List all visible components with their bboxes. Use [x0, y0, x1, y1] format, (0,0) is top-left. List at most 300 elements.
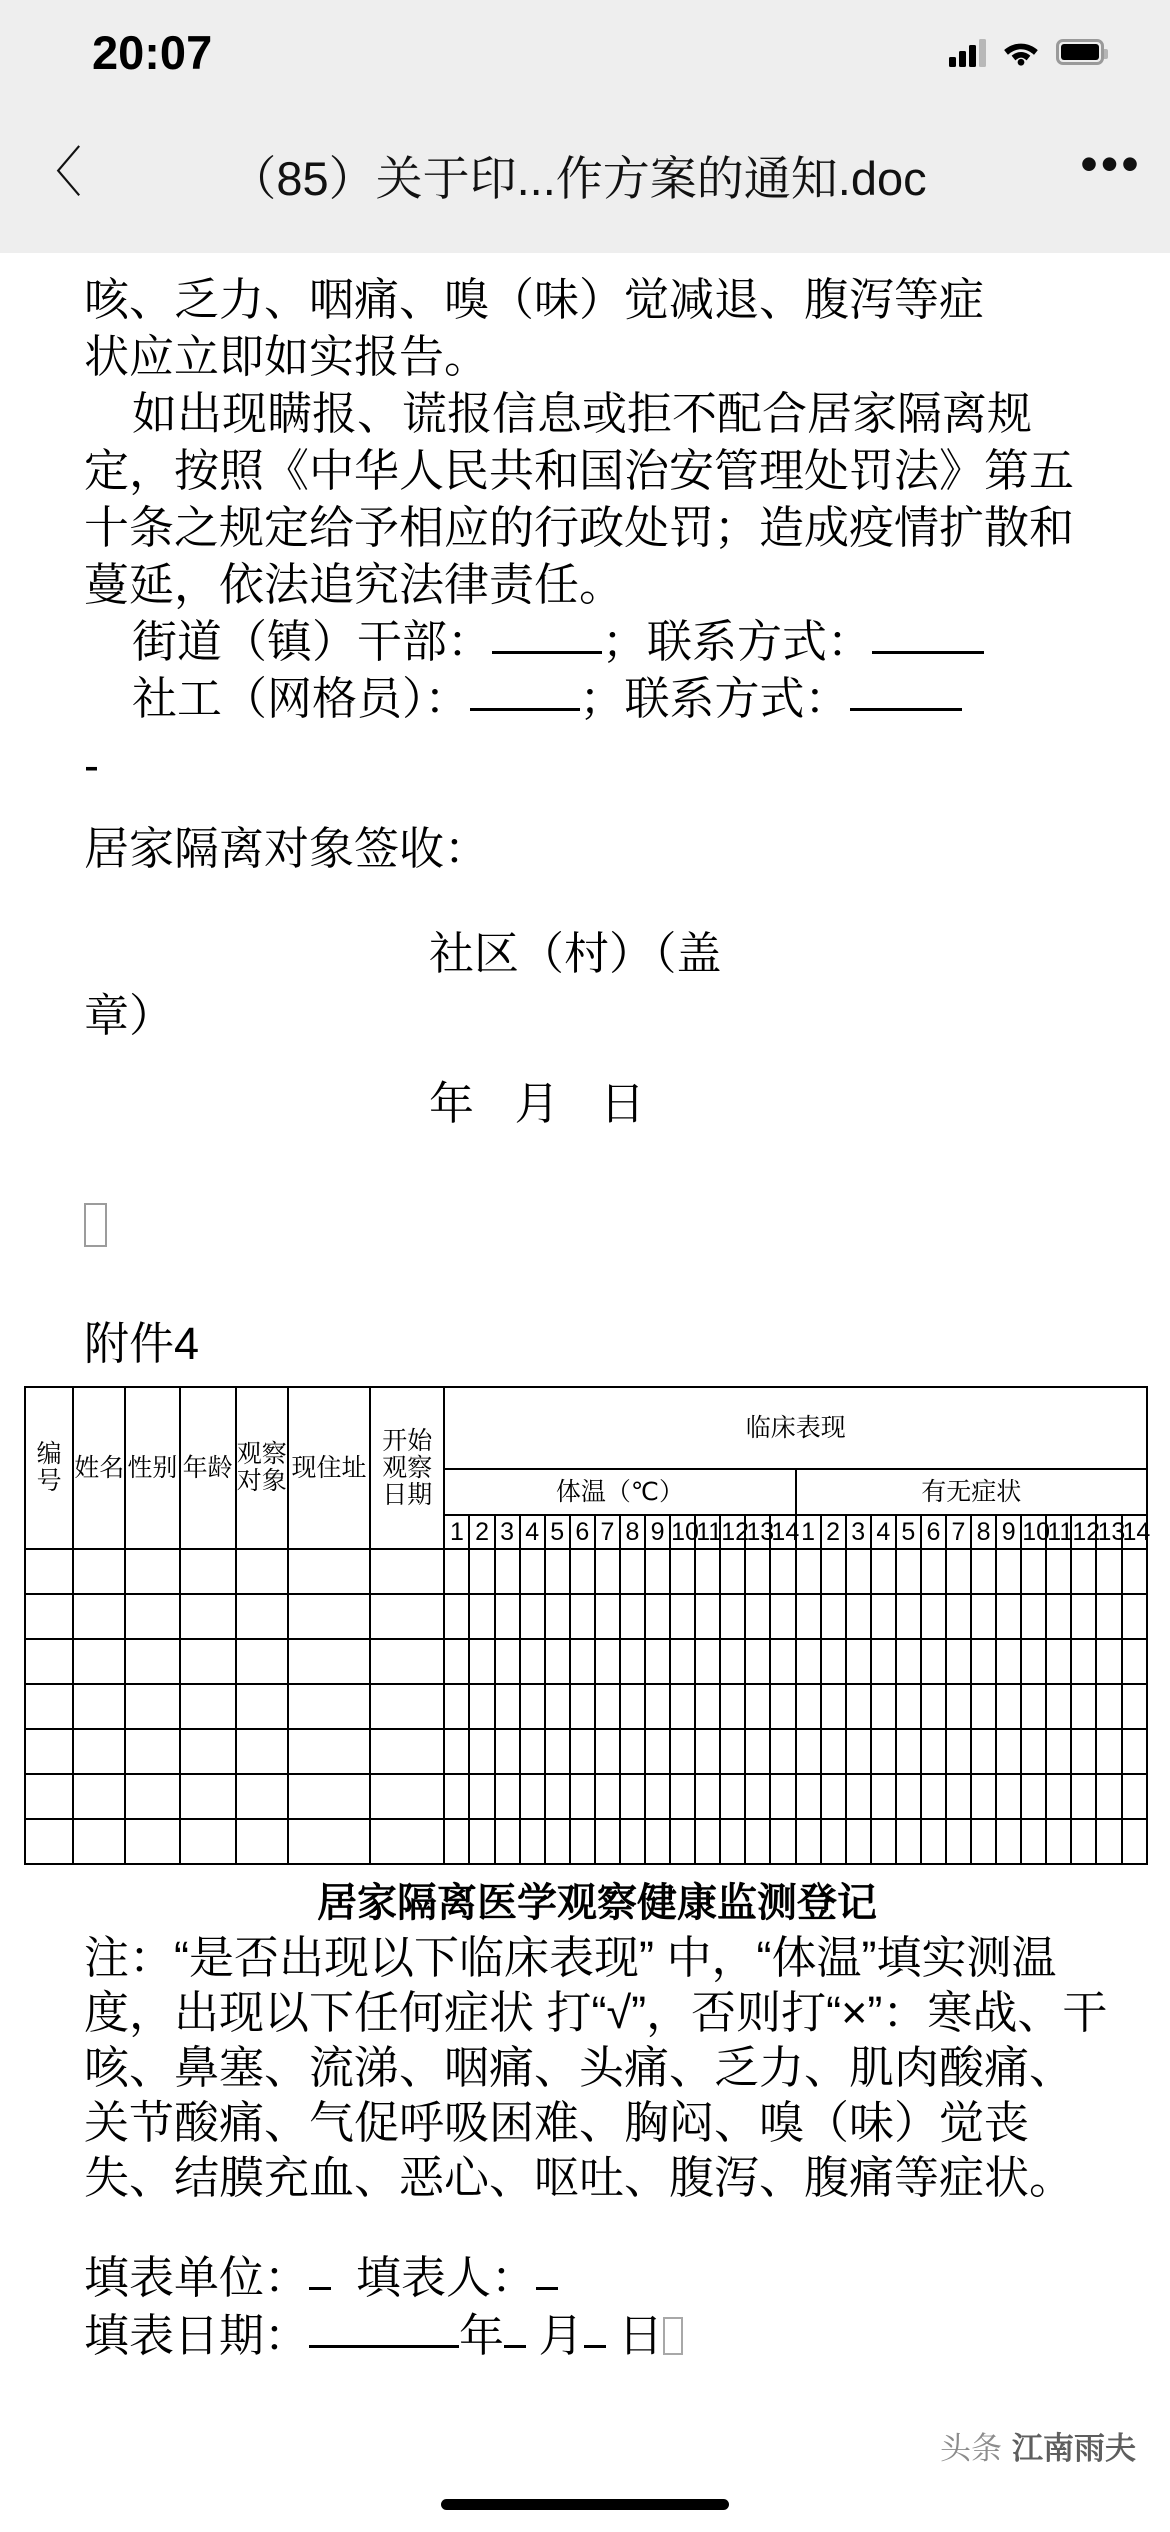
- table-cell[interactable]: [1096, 1549, 1121, 1594]
- more-options-icon[interactable]: •••: [1080, 136, 1142, 192]
- table-cell[interactable]: [1071, 1594, 1096, 1639]
- table-cell[interactable]: [796, 1639, 821, 1684]
- table-cell[interactable]: [770, 1774, 795, 1819]
- table-cell[interactable]: [1021, 1729, 1046, 1774]
- table-cell[interactable]: [1096, 1684, 1121, 1729]
- table-cell[interactable]: [996, 1819, 1021, 1864]
- table-cell[interactable]: [695, 1639, 720, 1684]
- table-cell[interactable]: [996, 1729, 1021, 1774]
- table-cell[interactable]: [1021, 1549, 1046, 1594]
- table-cell[interactable]: [595, 1819, 620, 1864]
- table-cell[interactable]: [595, 1549, 620, 1594]
- document-content[interactable]: [0, 253, 1170, 2443]
- table-cell[interactable]: [720, 1639, 745, 1684]
- table-cell[interactable]: [645, 1729, 670, 1774]
- table-cell[interactable]: [946, 1549, 971, 1594]
- table-cell[interactable]: [921, 1549, 946, 1594]
- table-cell[interactable]: [645, 1594, 670, 1639]
- back-chevron-icon[interactable]: 〈: [28, 142, 82, 203]
- table-cell[interactable]: [520, 1819, 545, 1864]
- table-cell[interactable]: [996, 1774, 1021, 1819]
- table-cell[interactable]: [996, 1549, 1021, 1594]
- table-cell[interactable]: [469, 1594, 494, 1639]
- table-cell[interactable]: [971, 1729, 996, 1774]
- table-cell[interactable]: [770, 1639, 795, 1684]
- table-cell[interactable]: [595, 1594, 620, 1639]
- table-cell[interactable]: [1046, 1684, 1071, 1729]
- table-cell[interactable]: [745, 1819, 770, 1864]
- table-cell[interactable]: [720, 1594, 745, 1639]
- table-cell[interactable]: [796, 1729, 821, 1774]
- table-cell[interactable]: [125, 1639, 179, 1684]
- day-cell: 1: [796, 1515, 821, 1549]
- table-cell[interactable]: [520, 1729, 545, 1774]
- home-indicator[interactable]: [441, 2499, 729, 2510]
- table-cell[interactable]: [570, 1729, 595, 1774]
- table-cell[interactable]: [695, 1774, 720, 1819]
- table-cell[interactable]: [180, 1819, 236, 1864]
- table-cell[interactable]: [871, 1684, 896, 1729]
- table-cell[interactable]: [996, 1684, 1021, 1729]
- table-cell[interactable]: [125, 1684, 179, 1729]
- table-cell[interactable]: [288, 1549, 370, 1594]
- table-cell[interactable]: [821, 1774, 846, 1819]
- table-cell[interactable]: [720, 1549, 745, 1594]
- table-cell[interactable]: [921, 1774, 946, 1819]
- table-cell[interactable]: [896, 1684, 921, 1729]
- table-cell[interactable]: [495, 1774, 520, 1819]
- table-cell[interactable]: [971, 1774, 996, 1819]
- street-cadre-label: 街道（镇）干部：: [132, 616, 493, 667]
- table-cell[interactable]: [946, 1729, 971, 1774]
- table-cell[interactable]: [670, 1729, 695, 1774]
- table-cell[interactable]: [73, 1639, 125, 1684]
- table-cell[interactable]: [125, 1549, 179, 1594]
- table-cell[interactable]: [125, 1774, 179, 1819]
- health-monitoring-table[interactable]: [24, 1386, 1151, 1865]
- street-cadre-contact-label: ；联系方式：: [602, 616, 873, 667]
- table-cell[interactable]: [236, 1684, 288, 1729]
- table-cell[interactable]: [871, 1729, 896, 1774]
- col-header-age: 年龄: [180, 1387, 236, 1549]
- tofu-glyph-line: [84, 1197, 1110, 1254]
- street-cadre-contact-blank[interactable]: [872, 651, 984, 654]
- table-cell[interactable]: [495, 1594, 520, 1639]
- table-cell[interactable]: [595, 1639, 620, 1684]
- table-cell[interactable]: [25, 1819, 73, 1864]
- table-note: 注：“是否出现以下临床表现” 中，“体温”填实测温度，出现以下任何症状 打“√”，否则打“×”：寒战、干咳、鼻塞、流涕、咽痛、头痛、乏力、肌肉酸痛、关节酸痛、气促呼吸困难、胸闷、嗅（味）觉丧失、结膜充血、恶心、呕吐、腹泻、腹痛等症状。: [84, 1932, 1108, 2203]
- table-cell[interactable]: [1071, 1774, 1096, 1819]
- table-cell[interactable]: [620, 1684, 645, 1729]
- table-cell[interactable]: [846, 1819, 871, 1864]
- table-cell[interactable]: [796, 1774, 821, 1819]
- day-cell: 10: [1021, 1515, 1046, 1549]
- table-cell[interactable]: [1021, 1684, 1046, 1729]
- table-cell[interactable]: [570, 1639, 595, 1684]
- table-cell[interactable]: [796, 1594, 821, 1639]
- footer-date-row: [84, 2307, 1110, 2365]
- table-cell[interactable]: [444, 1594, 469, 1639]
- table-cell[interactable]: [444, 1819, 469, 1864]
- table-cell[interactable]: [670, 1819, 695, 1864]
- day-cell: 5: [545, 1515, 570, 1549]
- table-cell[interactable]: [370, 1594, 444, 1639]
- table-cell[interactable]: [695, 1549, 720, 1594]
- table-cell[interactable]: [871, 1639, 896, 1684]
- table-cell[interactable]: [125, 1729, 179, 1774]
- table-cell[interactable]: [821, 1594, 846, 1639]
- table-cell[interactable]: [1046, 1774, 1071, 1819]
- table-cell[interactable]: [971, 1594, 996, 1639]
- table-cell[interactable]: [73, 1594, 125, 1639]
- footer-month-blank[interactable]: [504, 2345, 526, 2348]
- table-cell[interactable]: [570, 1594, 595, 1639]
- footer-day-blank[interactable]: [584, 2345, 606, 2348]
- table-cell[interactable]: [846, 1594, 871, 1639]
- day-cell: 12: [720, 1515, 745, 1549]
- footer-person-blank[interactable]: [536, 2287, 558, 2290]
- table-cell[interactable]: [620, 1594, 645, 1639]
- day-cell: 2: [821, 1515, 846, 1549]
- table-cell[interactable]: [871, 1819, 896, 1864]
- street-cadre-blank[interactable]: [492, 651, 602, 654]
- table-cell[interactable]: [1021, 1819, 1046, 1864]
- table-cell[interactable]: [545, 1684, 570, 1729]
- table-cell[interactable]: [545, 1774, 570, 1819]
- day-cell: 7: [946, 1515, 971, 1549]
- table-cell[interactable]: [370, 1684, 444, 1729]
- table-cell[interactable]: [545, 1594, 570, 1639]
- watermark: [940, 2423, 1136, 2468]
- table-row[interactable]: [25, 1684, 1147, 1729]
- table-cell[interactable]: [1021, 1639, 1046, 1684]
- table-cell[interactable]: [996, 1639, 1021, 1684]
- table-cell[interactable]: [821, 1684, 846, 1729]
- day-cell: 9: [645, 1515, 670, 1549]
- table-cell[interactable]: [695, 1729, 720, 1774]
- table-cell[interactable]: [125, 1594, 179, 1639]
- table-cell[interactable]: [370, 1549, 444, 1594]
- table-cell[interactable]: [745, 1774, 770, 1819]
- table-cell[interactable]: [720, 1774, 745, 1819]
- table-cell[interactable]: [1122, 1819, 1147, 1864]
- table-cell[interactable]: [595, 1774, 620, 1819]
- table-cell[interactable]: [846, 1729, 871, 1774]
- table-cell[interactable]: [444, 1729, 469, 1774]
- table-cell[interactable]: [645, 1549, 670, 1594]
- table-cell[interactable]: [1096, 1594, 1121, 1639]
- table-cell[interactable]: [921, 1594, 946, 1639]
- table-cell[interactable]: [1122, 1594, 1147, 1639]
- table-row[interactable]: [25, 1549, 1147, 1594]
- table-cell[interactable]: [971, 1549, 996, 1594]
- table-cell[interactable]: [495, 1549, 520, 1594]
- table-cell[interactable]: [1046, 1819, 1071, 1864]
- table-cell[interactable]: [180, 1774, 236, 1819]
- footer-unit-blank[interactable]: [309, 2287, 331, 2290]
- table-cell[interactable]: [1021, 1594, 1046, 1639]
- table-cell[interactable]: [946, 1639, 971, 1684]
- table-cell[interactable]: [444, 1639, 469, 1684]
- contact-row-street-cadre: [84, 613, 1110, 670]
- table-cell[interactable]: [921, 1729, 946, 1774]
- table-cell[interactable]: [1071, 1639, 1096, 1684]
- table-cell[interactable]: [25, 1594, 73, 1639]
- paragraph-symptoms-line2: 状应立即如实报告。: [84, 331, 490, 382]
- table-cell[interactable]: [370, 1639, 444, 1684]
- table-cell[interactable]: [469, 1684, 494, 1729]
- table-cell[interactable]: [570, 1684, 595, 1729]
- day-cell: 11: [695, 1515, 720, 1549]
- day-cell: 9: [996, 1515, 1021, 1549]
- day-cell: 12: [1071, 1515, 1096, 1549]
- table-cell[interactable]: [25, 1774, 73, 1819]
- table-cell[interactable]: [180, 1549, 236, 1594]
- table-cell[interactable]: [846, 1774, 871, 1819]
- table-cell[interactable]: [288, 1684, 370, 1729]
- table-cell[interactable]: [946, 1819, 971, 1864]
- table-cell[interactable]: [1122, 1774, 1147, 1819]
- table-cell[interactable]: [846, 1684, 871, 1729]
- table-cell[interactable]: [971, 1639, 996, 1684]
- table-cell[interactable]: [73, 1819, 125, 1864]
- table-cell[interactable]: [645, 1639, 670, 1684]
- day-cell: 8: [620, 1515, 645, 1549]
- table-cell[interactable]: [821, 1639, 846, 1684]
- table-cell[interactable]: [545, 1549, 570, 1594]
- table-cell[interactable]: [1122, 1549, 1147, 1594]
- table-cell[interactable]: [520, 1774, 545, 1819]
- table-cell[interactable]: [180, 1594, 236, 1639]
- table-cell[interactable]: [720, 1684, 745, 1729]
- table-cell[interactable]: [288, 1774, 370, 1819]
- table-cell[interactable]: [236, 1594, 288, 1639]
- table-cell[interactable]: [520, 1594, 545, 1639]
- table-cell[interactable]: [921, 1639, 946, 1684]
- table-cell[interactable]: [996, 1594, 1021, 1639]
- table-cell[interactable]: [871, 1774, 896, 1819]
- table-cell[interactable]: [236, 1819, 288, 1864]
- table-cell[interactable]: [645, 1684, 670, 1729]
- table-cell[interactable]: [25, 1549, 73, 1594]
- table-cell[interactable]: [73, 1774, 125, 1819]
- table-row[interactable]: [25, 1729, 1147, 1774]
- table-cell[interactable]: [645, 1819, 670, 1864]
- table-cell[interactable]: [73, 1729, 125, 1774]
- day-cell: 10: [670, 1515, 695, 1549]
- table-cell[interactable]: [288, 1729, 370, 1774]
- day-cell: 5: [896, 1515, 921, 1549]
- table-cell[interactable]: [821, 1819, 846, 1864]
- table-cell[interactable]: [545, 1729, 570, 1774]
- table-cell[interactable]: [695, 1684, 720, 1729]
- paragraph-penalty: 如出现瞒报、谎报信息或拒不配合居家隔离规定，按照《中华人民共和国治安管理处罚法》第五十条之规定给予相应的行政处罚；造成疫情扩散和蔓延，依法追究法律责任。: [84, 388, 1075, 610]
- table-cell[interactable]: [720, 1729, 745, 1774]
- table-cell[interactable]: [896, 1639, 921, 1684]
- table-cell[interactable]: [821, 1729, 846, 1774]
- table-cell[interactable]: [846, 1549, 871, 1594]
- table-cell[interactable]: [770, 1819, 795, 1864]
- table-cell[interactable]: [745, 1639, 770, 1684]
- table-cell[interactable]: [670, 1774, 695, 1819]
- table-cell[interactable]: [796, 1819, 821, 1864]
- table-cell[interactable]: [1096, 1729, 1121, 1774]
- table-cell[interactable]: [1046, 1549, 1071, 1594]
- table-cell[interactable]: [745, 1594, 770, 1639]
- table-header-row-main: [25, 1387, 1147, 1469]
- table-cell[interactable]: [180, 1639, 236, 1684]
- table-cell[interactable]: [620, 1819, 645, 1864]
- table-cell[interactable]: [469, 1729, 494, 1774]
- table-cell[interactable]: [570, 1549, 595, 1594]
- table-row[interactable]: [25, 1639, 1147, 1684]
- table-cell[interactable]: [520, 1549, 545, 1594]
- table-cell[interactable]: [520, 1684, 545, 1729]
- table-cell[interactable]: [1122, 1639, 1147, 1684]
- table-cell[interactable]: [25, 1684, 73, 1729]
- table-cell[interactable]: [1071, 1684, 1096, 1729]
- table-cell[interactable]: [620, 1639, 645, 1684]
- table-cell[interactable]: [670, 1549, 695, 1594]
- table-cell[interactable]: [545, 1819, 570, 1864]
- table-cell[interactable]: [921, 1819, 946, 1864]
- table-cell[interactable]: [236, 1729, 288, 1774]
- table-cell[interactable]: [469, 1774, 494, 1819]
- table-cell[interactable]: [896, 1549, 921, 1594]
- social-worker-contact-blank[interactable]: [850, 708, 962, 711]
- table-cell[interactable]: [370, 1774, 444, 1819]
- table-cell[interactable]: [73, 1684, 125, 1729]
- table-cell[interactable]: [896, 1819, 921, 1864]
- table-cell[interactable]: [745, 1549, 770, 1594]
- table-cell[interactable]: [1071, 1819, 1096, 1864]
- table-cell[interactable]: [570, 1774, 595, 1819]
- table-cell[interactable]: [444, 1549, 469, 1594]
- table-cell[interactable]: [495, 1639, 520, 1684]
- table-cell[interactable]: [745, 1729, 770, 1774]
- table-cell[interactable]: [770, 1594, 795, 1639]
- table-cell[interactable]: [595, 1729, 620, 1774]
- table-cell[interactable]: [620, 1774, 645, 1819]
- table-cell[interactable]: [1122, 1684, 1147, 1729]
- table-cell[interactable]: [1071, 1549, 1096, 1594]
- table-cell[interactable]: [796, 1684, 821, 1729]
- table-cell[interactable]: [971, 1684, 996, 1729]
- table-cell[interactable]: [946, 1774, 971, 1819]
- table-cell[interactable]: [1046, 1594, 1071, 1639]
- table-cell[interactable]: [946, 1594, 971, 1639]
- table-cell[interactable]: [520, 1639, 545, 1684]
- table-cell[interactable]: [469, 1639, 494, 1684]
- signature-receipt-label: 居家隔离对象签收：: [84, 823, 490, 874]
- table-cell[interactable]: [971, 1819, 996, 1864]
- table-cell[interactable]: [1096, 1774, 1121, 1819]
- table-row[interactable]: [25, 1594, 1147, 1639]
- table-cell[interactable]: [770, 1684, 795, 1729]
- table-cell[interactable]: [946, 1684, 971, 1729]
- table-cell[interactable]: [1071, 1729, 1096, 1774]
- table-cell[interactable]: [896, 1774, 921, 1819]
- table-cell[interactable]: [288, 1594, 370, 1639]
- table-cell[interactable]: [695, 1594, 720, 1639]
- subheader-symptoms: 有无症状: [796, 1469, 1148, 1515]
- seal-date-line: 年 月 日: [429, 1078, 660, 1129]
- table-cell[interactable]: [896, 1729, 921, 1774]
- table-cell[interactable]: [469, 1549, 494, 1594]
- cellular-signal-icon: [949, 37, 986, 67]
- table-cell[interactable]: [236, 1774, 288, 1819]
- table-cell[interactable]: [595, 1684, 620, 1729]
- col-header-observation-target: 观察对象: [236, 1387, 288, 1549]
- table-cell[interactable]: [495, 1819, 520, 1864]
- table-cell[interactable]: [695, 1819, 720, 1864]
- table-cell[interactable]: [670, 1594, 695, 1639]
- table-cell[interactable]: [288, 1819, 370, 1864]
- table-cell[interactable]: [73, 1549, 125, 1594]
- table-row[interactable]: [25, 1819, 1147, 1864]
- table-cell[interactable]: [745, 1684, 770, 1729]
- table-cell[interactable]: [620, 1549, 645, 1594]
- table-cell[interactable]: [469, 1819, 494, 1864]
- table-cell[interactable]: [444, 1684, 469, 1729]
- table-cell[interactable]: [495, 1684, 520, 1729]
- table-cell[interactable]: [370, 1819, 444, 1864]
- table-cell[interactable]: [921, 1684, 946, 1729]
- social-worker-blank[interactable]: [470, 708, 580, 711]
- table-cell[interactable]: [1021, 1774, 1046, 1819]
- table-cell[interactable]: [1096, 1639, 1121, 1684]
- table-cell[interactable]: [770, 1549, 795, 1594]
- table-cell[interactable]: [1046, 1729, 1071, 1774]
- table-cell[interactable]: [444, 1774, 469, 1819]
- table-cell[interactable]: [720, 1819, 745, 1864]
- table-cell[interactable]: [1096, 1819, 1121, 1864]
- table-cell[interactable]: [288, 1639, 370, 1684]
- day-cell: 7: [595, 1515, 620, 1549]
- footer-year-blank[interactable]: [309, 2345, 459, 2348]
- missing-glyph-box-icon: [84, 1203, 107, 1247]
- footer-date-label: 填表日期：: [84, 2310, 310, 2361]
- table-cell[interactable]: [180, 1729, 236, 1774]
- table-cell[interactable]: [1122, 1729, 1147, 1774]
- table-cell[interactable]: [620, 1729, 645, 1774]
- registration-table-wrapper[interactable]: [24, 1386, 1151, 1865]
- table-cell[interactable]: [821, 1549, 846, 1594]
- table-cell[interactable]: [125, 1819, 179, 1864]
- table-cell[interactable]: [846, 1639, 871, 1684]
- table-cell[interactable]: [770, 1729, 795, 1774]
- table-cell[interactable]: [670, 1639, 695, 1684]
- table-cell[interactable]: [670, 1684, 695, 1729]
- table-cell[interactable]: [871, 1594, 896, 1639]
- table-cell[interactable]: [545, 1639, 570, 1684]
- table-cell[interactable]: [370, 1729, 444, 1774]
- table-cell[interactable]: [1046, 1639, 1071, 1684]
- table-cell[interactable]: [236, 1549, 288, 1594]
- table-cell[interactable]: [25, 1639, 73, 1684]
- table-cell[interactable]: [896, 1594, 921, 1639]
- table-cell[interactable]: [645, 1774, 670, 1819]
- table-cell[interactable]: [495, 1729, 520, 1774]
- table-cell[interactable]: [796, 1549, 821, 1594]
- battery-icon: [1056, 39, 1104, 65]
- table-cell[interactable]: [180, 1684, 236, 1729]
- table-cell[interactable]: [570, 1819, 595, 1864]
- table-cell[interactable]: [871, 1549, 896, 1594]
- table-cell[interactable]: [236, 1639, 288, 1684]
- table-cell[interactable]: [25, 1729, 73, 1774]
- table-row[interactable]: [25, 1774, 1147, 1819]
